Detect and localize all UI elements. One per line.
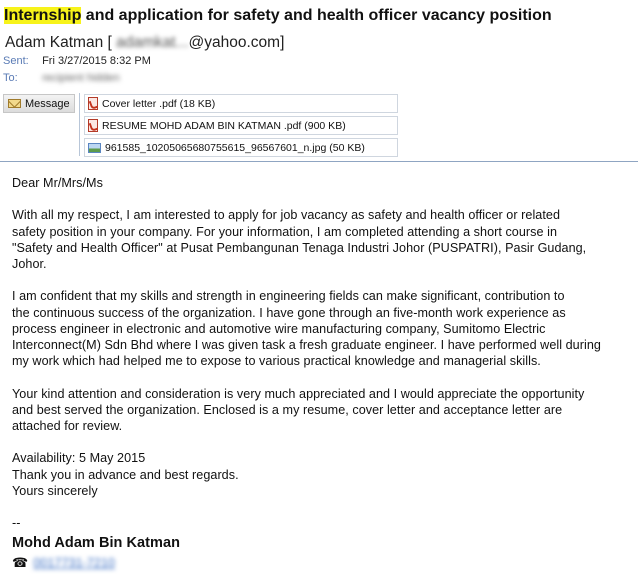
body-line: safety position in your company. For your information, I am completed attending a short course in — [12, 224, 558, 239]
attachment-label: 961585_10205065680755615_96567601_n.jpg (50 KB) — [105, 141, 365, 154]
sender-name: Adam Katman [ — [5, 34, 112, 51]
body-line: process engineer in electronic and automotive wire manufacturing company, Sumitomo Electric — [12, 321, 546, 336]
attachment-label: RESUME MOHD ADAM BIN KATMAN .pdf (900 KB) — [102, 119, 346, 132]
body-line: Interconnect(M) Sdn Bhd where I was given task a fresh graduate engineer. I have performed well during — [12, 338, 601, 352]
signature-separator: -- — [12, 516, 21, 531]
body-line: the continuous success of the organization. I have gone through an five-month work experience as — [12, 305, 566, 320]
body-line: I am confident that my skills and strength in engineering fields can make significant, contribution to — [12, 289, 565, 304]
body-line: attached for review. — [12, 419, 123, 433]
paragraph-experience — [12, 288, 632, 369]
email-subject — [4, 7, 552, 25]
email-body — [12, 175, 632, 571]
phone-icon: ☎ — [12, 555, 29, 571]
body-line: my work which had helped me to expose to various practical knowledge and managerial skills. — [12, 354, 541, 369]
pdf-icon — [88, 119, 98, 132]
to-row — [3, 72, 120, 84]
paragraph-intro — [12, 207, 632, 272]
pdf-icon — [88, 97, 98, 110]
closing-line: Yours sincerely — [12, 483, 98, 498]
subject-text: and application for safety and health officer vacancy position — [81, 7, 552, 24]
thanks-line: Thank you in advance and best regards. — [12, 467, 239, 482]
sender-email-tail: @yahoo.com] — [188, 34, 285, 51]
paragraph-closing — [12, 386, 632, 435]
sign-off-block — [12, 450, 632, 499]
sender-line[interactable] — [5, 34, 284, 52]
body-line: and best served the organization. Enclosed is a my resume, cover letter and acceptance letter are — [12, 402, 563, 417]
phone-link[interactable]: 0017731-7210 — [33, 555, 116, 570]
to-value-obscured: recipient hidden — [42, 72, 120, 84]
subject-highlight: Internship — [4, 7, 82, 24]
body-line: "Safety and Health Officer" at Pusat Pembangunan Tenaga Industri Johor (PUSPATRI), Pasir Gudang, — [12, 240, 587, 255]
sender-email-obscured: adamkat... — [116, 34, 189, 51]
sent-label: Sent: — [3, 55, 29, 67]
message-tab[interactable] — [3, 94, 75, 113]
message-tab-label: Message — [25, 97, 70, 110]
availability-line: Availability: 5 May 2015 — [12, 451, 146, 466]
body-line: Johor. — [12, 257, 47, 271]
to-label: To: — [3, 72, 18, 84]
header-divider — [0, 161, 638, 162]
body-line: Your kind attention and consideration is very much appreciated and I would appreciate the opportunity — [12, 386, 585, 401]
envelope-icon — [8, 99, 21, 108]
attachment-resume[interactable] — [84, 116, 398, 135]
signature-name: Mohd Adam Bin Katman — [12, 535, 181, 552]
greeting: Dear Mr/Mrs/Ms — [12, 176, 103, 190]
body-line: With all my respect, I am interested to apply for job vacancy as safety and health officer or related — [12, 208, 561, 223]
image-icon — [88, 143, 101, 153]
attachment-image[interactable] — [84, 138, 398, 157]
attachment-cover-letter[interactable] — [84, 94, 398, 113]
sent-value: Fri 3/27/2015 8:32 PM — [42, 55, 151, 67]
signature-phone — [12, 555, 632, 571]
sent-row — [3, 55, 151, 67]
attachments-divider — [79, 93, 80, 156]
attachment-label: Cover letter .pdf (18 KB) — [102, 97, 216, 110]
